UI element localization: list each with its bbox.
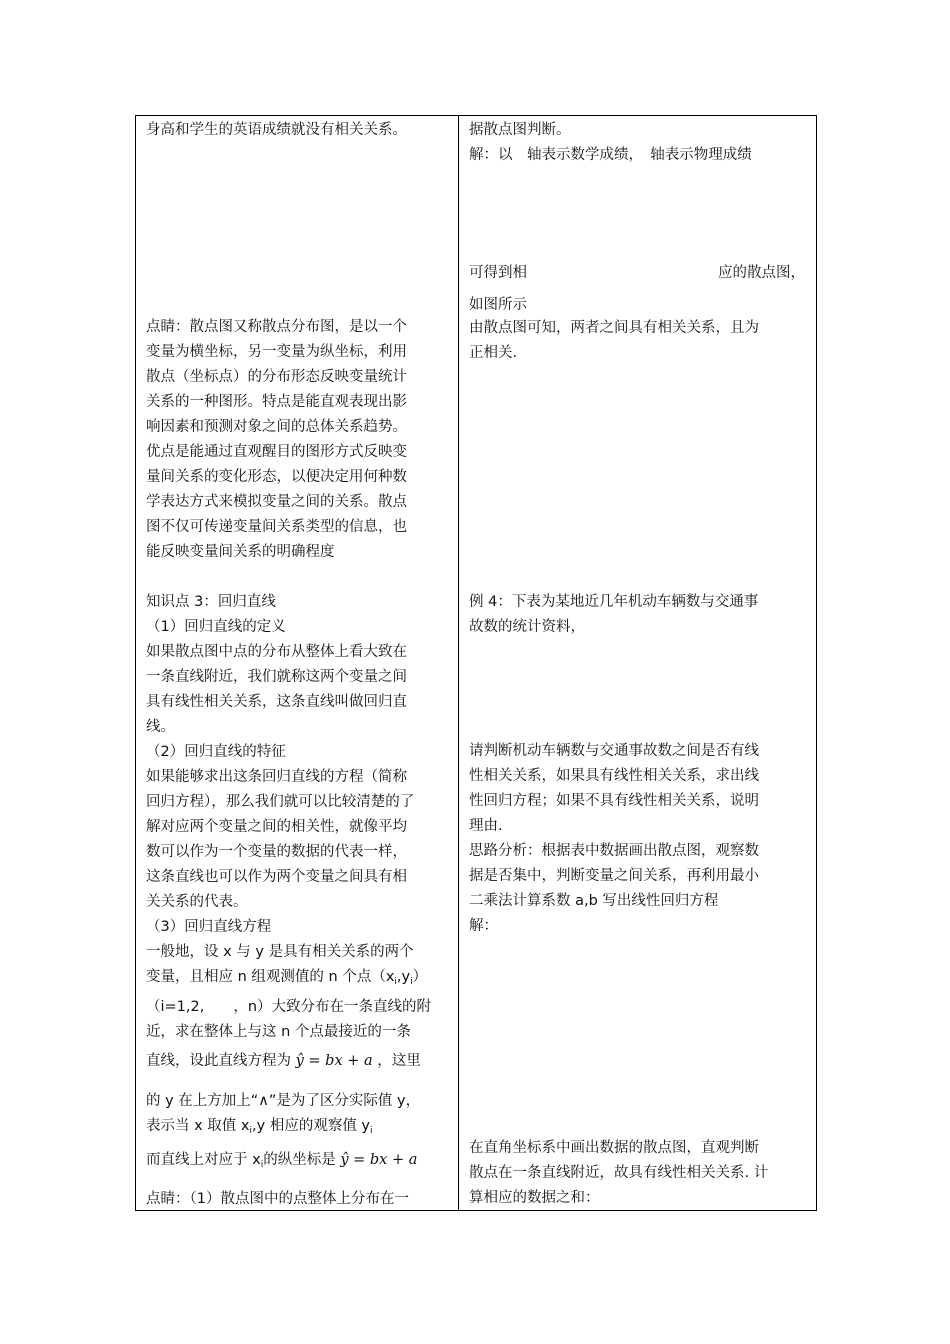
left-dianjing1: 点睛：散点图又称散点分布图，是以一个 变量为横坐标，另一变量为纵坐标，利用 散点（坐标点）的分布形态反映变量统计 关系的一种图形。特点是能直观表现出影 响因素和预测对象之间的总体关系趋势。 优点是能通过直观醒目的图形方式反映变 量间关系的变化形态，以便决定用何种数 学表达方式来模拟变量之间的关系。散点 图不仅可传递变量间关系类型的信息，也 能反映变量间关系的明确程度	[146, 319, 407, 560]
equation-1: ŷ = bx + a	[295, 1053, 373, 1069]
right-top-2: 解：以 轴表示数学成绩， 轴表示物理成绩	[469, 147, 752, 163]
right-top-1: 据散点图判断。	[469, 122, 571, 138]
as-figure: 如图所示	[469, 297, 527, 313]
left-dianjing2: 点睛：（1）散点图中的点整体上分布在一	[146, 1191, 409, 1207]
regression-equation-line: 直线，设此直线方程为 ŷ = bx + a ，这里	[146, 1053, 421, 1069]
observed-value-line: 表示当 x 取值 $x_i,y$ 相应的观察值 $y_i$	[146, 1118, 373, 1136]
right-conclusion: 由散点图可知，两者之间具有相关关系，且为 正相关.	[469, 320, 759, 361]
left-knowledge-point-3: 知识点 3：回归直线 （1）回归直线的定义 如果散点图中点的分布从整体上看大致在 一条直线附近，我们就称这两个变量之间 具有线性相关关系，这条直线叫做回归直 线。 （2）回归直线的特征 如果能够求出这条回归直线的方程（简称 回归方程），那么我们就可以比较清楚的了 解对应两个变量之间的相关性，就像平均 数可以作为一个变量的数据的代表一样， 这条直线也可以作为两个变量之间具有相 关关系的代表。 （3）回归直线方程 一般地，设 x 与 y 是具有相关关系的两个 变量，且相应 n 组观测值的 n 个点$(x_i,y_i)$ （i=1,2, ，n）大致分布在一条直线的附 近，求在整体上与这 n 个点最接近的一条	[146, 590, 452, 1045]
column-divider	[458, 116, 459, 1210]
scatter-result-line: 可得到相 应的散点图，	[469, 265, 805, 281]
example-4-solution: 在直角坐标系中画出数据的散点图，直观判断 散点在一条直线附近，故具有线性相关关系. 计 算相应的数据之和：	[469, 1140, 769, 1206]
equation-2: ŷ = bx + a	[340, 1152, 418, 1168]
example-4-question: 请判断机动车辆数与交通事故数之间是否有线 性相关关系，如果具有线性相关关系，求出线 性回归方程；如果不具有线性相关关系，说明 理由. 思路分析：根据表中数据画出散点图，观察数 据是否集中，判断变量之间关系，再利用最小 二乘法计算系数 a,b 写出线性回归方程 解：	[469, 743, 759, 934]
content-table	[135, 115, 817, 1211]
points-line: 变量，且相应 n 组观测值的 n 个点$(x_i,y_i)$	[146, 969, 428, 987]
ordinate-line: 而直线上对应于 $x_i$的纵坐标是 ŷ = bx + a	[146, 1152, 418, 1170]
left-intro: 身高和学生的英语成绩就没有相关关系。	[146, 122, 407, 138]
example-4: 例 4：下表为某地近几年机动车辆数与交通事 故数的统计资料，	[469, 594, 759, 635]
hat-explanation: 的 y 在上方加上“∧”是为了区分实际值 y，	[146, 1093, 421, 1109]
